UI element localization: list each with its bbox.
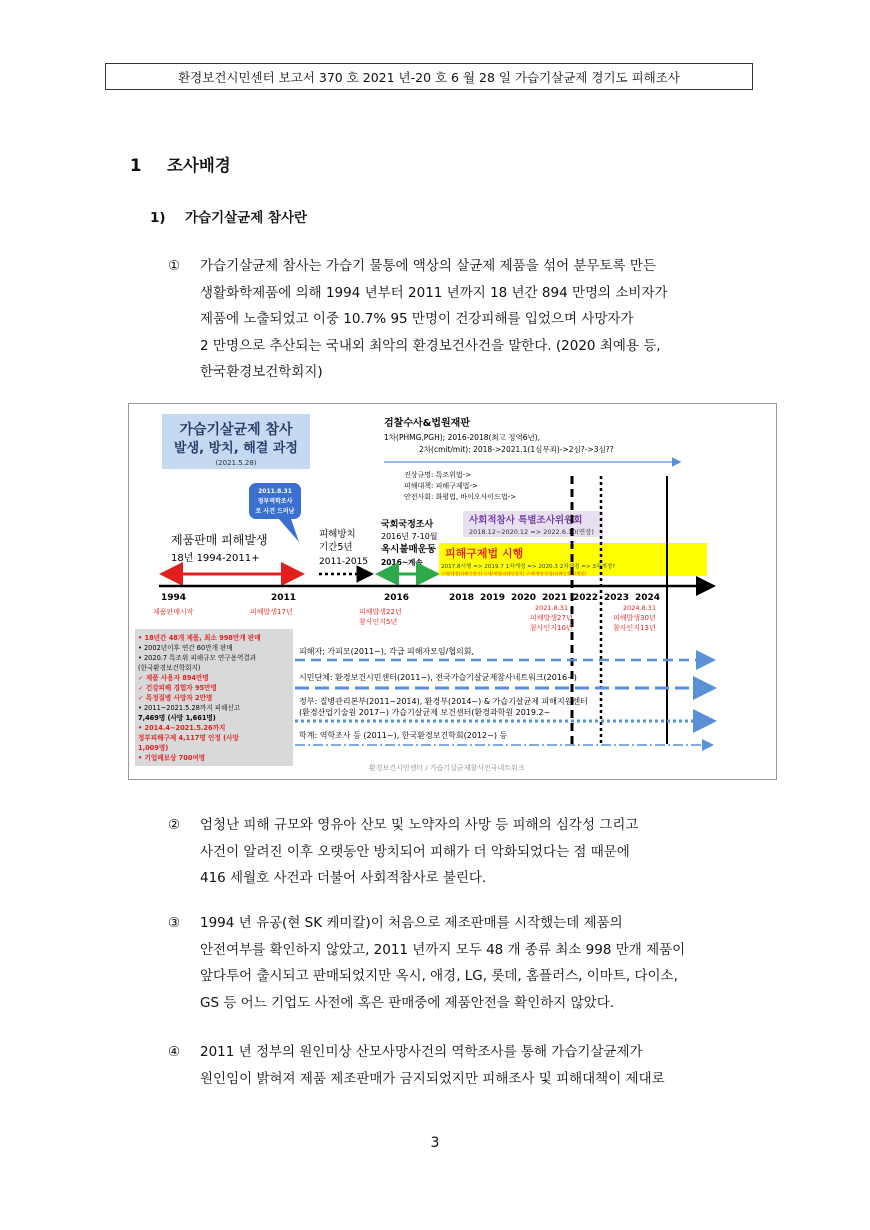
fact-line: • 기업배보상 700여명 bbox=[138, 754, 206, 762]
year-label: 2016 bbox=[384, 593, 410, 603]
year-label: 2024 bbox=[635, 593, 661, 603]
report-header bbox=[105, 63, 753, 90]
year-label: 2021 bbox=[542, 593, 568, 603]
subsection-title: 가습기살균제 참사란 bbox=[184, 210, 308, 226]
bubble-line: 2011.8.31 bbox=[258, 488, 292, 495]
paragraph-marker: ① bbox=[168, 258, 181, 274]
under-year-label: 피해발생22년 bbox=[359, 608, 402, 616]
page-number: 3 bbox=[430, 1135, 440, 1151]
law-line: 안전사회: 화평법, 바이오사이드법-> bbox=[404, 493, 517, 501]
gov-text-1: 정부: 질병관리본부(2011~2014), 환경부(2014~) & 가습기살균제 피해지원센터 bbox=[299, 697, 588, 706]
section-number: 1 bbox=[130, 156, 142, 175]
under-year-label: 피해발생17년 bbox=[250, 608, 293, 616]
neglect-line: 기간5년 bbox=[319, 542, 353, 553]
paragraph-line: 앞다투어 출시되고 판매되었지만 옥시, 애경, LG, 롯데, 홈플러스, 이마트, 다이소, bbox=[200, 968, 678, 984]
under-year-label: 제품판매시작 bbox=[153, 608, 194, 616]
paragraph-marker: ③ bbox=[168, 915, 181, 931]
paragraph-line: 사건이 알려진 이후 오랫동안 방치되어 피해가 더 악화되었다는 점 때문에 bbox=[200, 843, 630, 860]
paragraph-line: 엄청난 피해 규모와 영유아 산모 및 노약자의 사망 등 피해의 심각성 그리고 bbox=[200, 817, 639, 833]
victims-text: 피해자; 가피모(2011~), 각급 피해자모임/협의회, bbox=[299, 647, 475, 656]
relief-law-title: 피해구제법 시행 bbox=[445, 547, 524, 560]
timeline-diagram bbox=[129, 404, 776, 779]
event-bubble-pointer bbox=[279, 519, 299, 542]
paragraph-line: 416 세월호 사건과 더불어 사회적참사로 불린다. bbox=[200, 870, 487, 886]
paragraph-line: 안전여부를 확인하지 않았고, 2011 년까지 모두 48 개 종류 최소 998 만개 제품이 bbox=[200, 941, 686, 958]
neglect-line: 피해방치 bbox=[319, 529, 356, 540]
fact-line: 7,469명 (사망 1,661명) bbox=[138, 714, 216, 722]
under-year-label: 참사인지10년 bbox=[530, 624, 573, 632]
year-label: 1994 bbox=[161, 593, 187, 603]
civic-text: 시민단체: 환경보건시민센터(2011~), 전국가습기살균제참사네트워크(2016~) bbox=[299, 673, 577, 682]
year-label: 2023 bbox=[604, 593, 630, 603]
fact-line: ✓ 제품 사용자 894만명 bbox=[138, 674, 209, 682]
commission-period: 2018.12~2020.12 => 2022.6.10(연장) bbox=[469, 528, 594, 536]
paragraph-line: GS 등 어느 기업도 사전에 혹은 판매중에 제품안전을 확인하지 않았다. bbox=[200, 994, 615, 1011]
paragraph-marker: ④ bbox=[168, 1044, 181, 1060]
figure-title-line1: 가습기살균제 참사 bbox=[179, 422, 293, 438]
fact-line: • 2020.7 특조위 피해규모 연구용역결과 bbox=[138, 654, 257, 662]
nat-inv-line: 옥시불매운동 bbox=[381, 544, 437, 555]
under-year-label: 피해발생30년 bbox=[613, 614, 656, 622]
under-year-label: 피해발생27년 bbox=[530, 614, 573, 622]
law-line: 피해대책: 피해구제법-> bbox=[404, 482, 478, 490]
paragraph-line: 제품에 노출되었고 이중 10.7% 95 만명이 건강피해를 입었으며 사망자가 bbox=[200, 311, 634, 327]
section-title: 조사배경 bbox=[166, 156, 231, 175]
fact-line: ✓ 특정질병 사망자 2만명 bbox=[138, 694, 213, 702]
section-heading bbox=[130, 152, 231, 176]
paragraph-line: 한국환경보건학회지) bbox=[200, 364, 323, 380]
report-header-text: 환경보건시민센터 보고서 370 호 2021 년-20 호 6 월 28 일 가습기살균제 경기도 피해조사 bbox=[178, 69, 680, 85]
bubble-line: 정부역학조사 bbox=[257, 498, 293, 505]
prosecution-line: 2차(cmit/mit); 2018->2021.1(1심무죄)->2심?->3심?? bbox=[419, 445, 614, 454]
figure-title-date: (2021.5.28) bbox=[215, 459, 257, 467]
sales-label: 제품판매 피해발생 bbox=[171, 533, 268, 547]
under-year-label: 2021.8.31 bbox=[535, 604, 569, 612]
paragraph-line: 2 만명으로 추산되는 국내외 최악의 환경보건사건을 말한다. (2020 최예용 등, bbox=[200, 337, 661, 354]
paragraph-1 bbox=[168, 253, 668, 386]
paragraph-line: 가습기살균제 참사는 가습기 물통에 액상의 살균제 제품을 섞어 분무토록 만든 bbox=[200, 258, 656, 274]
paragraph-line: 원인임이 밝혀져 제품 제조판매가 금지되었지만 피해조사 및 피해대책이 제대로 bbox=[200, 1070, 665, 1087]
fact-line: • 2002년이후 연간 60만개 판매 bbox=[138, 644, 233, 652]
year-label: 2019 bbox=[480, 593, 506, 603]
year-label: 2020 bbox=[511, 593, 537, 603]
paragraph-marker: ② bbox=[168, 817, 181, 833]
fact-line: ✓ 건강피해 경험자 95만명 bbox=[138, 684, 217, 692]
relief-law-sub2: 구제/계정(피해인정자) 구제/계정(피해인정자) 구제/계정 통합(피해인정자/계정) bbox=[441, 571, 586, 576]
paragraph-2 bbox=[168, 812, 638, 892]
fact-line: • 2011~2021.5.28까지 피해신고 bbox=[138, 704, 241, 712]
paragraph-4 bbox=[168, 1039, 665, 1092]
prosecution-title: 검찰수사&법원재판 bbox=[384, 418, 471, 429]
figure-title-line2: 발생, 방치, 해결 과정 bbox=[174, 441, 298, 456]
year-label: 2022 bbox=[573, 593, 599, 603]
nat-inv-line: 2016~계속 bbox=[381, 558, 423, 567]
subsection-heading bbox=[150, 206, 307, 226]
under-year-label: 참사인지5년 bbox=[359, 618, 398, 626]
bubble-line: 로 사건 드러남 bbox=[255, 508, 295, 515]
paragraph-line: 1994 년 유공(현 SK 케미칼)이 처음으로 제조판매를 시작했는데 제품의 bbox=[200, 915, 623, 931]
fact-line: (한국환경보건학회지) bbox=[138, 664, 201, 672]
paragraph-line: 생활화학제품에 의해 1994 년부터 2011 년까지 18 년간 894 만명의 소비자가 bbox=[200, 284, 668, 301]
paragraph-3 bbox=[168, 910, 685, 1016]
paragraph-line: 2011 년 정부의 원인미상 산모사망사건의 역학조사를 통해 가습기살균제가 bbox=[200, 1044, 643, 1060]
fact-line: 정부피해구제 4,117명 인정 (사망 bbox=[138, 734, 239, 742]
fact-line: • 18년간 48개 제품, 최소 998만개 판매 bbox=[138, 634, 261, 642]
commission-title: 사회적참사 특별조사위원회 bbox=[469, 515, 583, 526]
neglect-line: 2011-2015 bbox=[319, 557, 369, 567]
nat-inv-line: 2016년 7-10월 bbox=[381, 532, 438, 541]
year-label: 2011 bbox=[271, 593, 297, 603]
nat-inv-line: 국회국정조사 bbox=[381, 520, 434, 530]
academia-text: 학계: 역학조사 등 (2011~), 한국환경보건학회(2012~) 등 bbox=[299, 731, 508, 740]
timeline-figure bbox=[128, 403, 777, 780]
fact-line: 1,009명) bbox=[138, 744, 169, 752]
law-line: 진상규명: 특조위법-> bbox=[404, 471, 472, 479]
relief-law-sub: 2017.8시행 => 2019.7 1차개정 => 2020.3 2차개정 => 3차개정? bbox=[441, 564, 616, 570]
figure-credit: 환경보건시민센터 / 가습기살균제참사전국네트워크 bbox=[369, 764, 525, 772]
subsection-number: 1) bbox=[150, 210, 166, 226]
under-year-label: 참사인지13년 bbox=[613, 624, 656, 632]
sales-period: 18년 1994-2011+ bbox=[171, 553, 260, 564]
under-year-label: 2024.8.31 bbox=[623, 604, 657, 612]
fact-line: • 2014.4~2021.5.26까지 bbox=[138, 724, 226, 732]
gov-text-2: (환경산업기술원 2017~) 가습기살균제 보건센터(환경과학원 2019.2~ bbox=[299, 708, 551, 717]
year-label: 2018 bbox=[449, 593, 475, 603]
prosecution-line: 1차(PHMG,PGH); 2016-2018(최고 징역6년), bbox=[384, 433, 541, 442]
